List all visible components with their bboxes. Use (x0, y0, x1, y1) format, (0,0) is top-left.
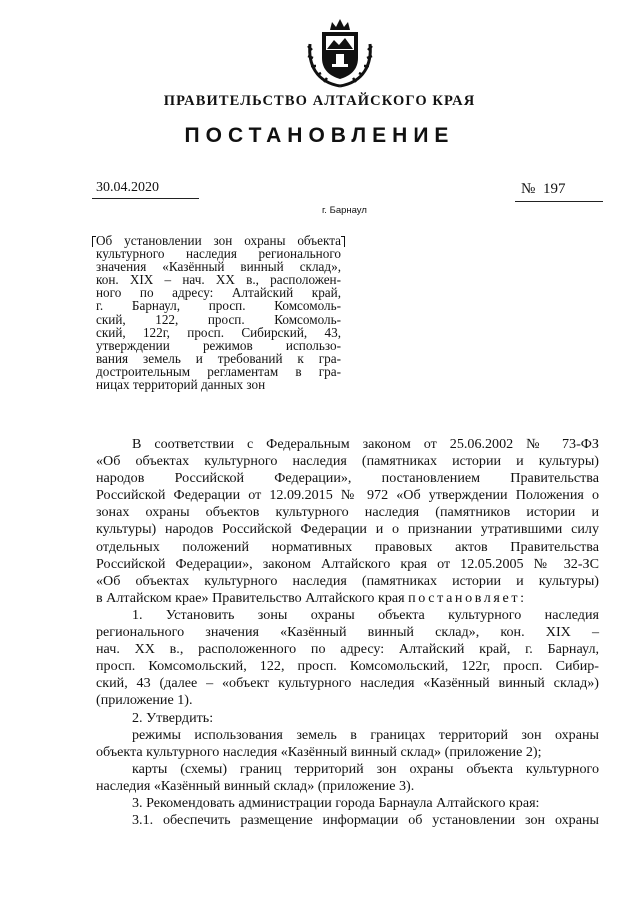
title-line: ного по адресу: Алтайский край, (96, 285, 341, 301)
body-line: объекта культурного наследия «Казённый винный склад» (приложение 2); (96, 743, 542, 760)
title-line: утверждении режимов использо- (96, 337, 341, 353)
title-bracket-right (341, 236, 345, 247)
body-line: 1. Установить зоны охраны объекта культурного наследия (132, 606, 599, 623)
body-line-text: в Алтайском крае» Правительство Алтайского края (96, 589, 405, 606)
body-line: (приложение 1). (96, 692, 193, 709)
body-line: карты (схемы) границ территорий зон охраны объекта культурного (132, 760, 599, 777)
title-line: ницах территорий данных зон (96, 377, 266, 393)
title-line: культурного наследия регионального (96, 246, 341, 262)
number-underline (515, 201, 603, 202)
title-line: Об установлении зон охраны объекта (96, 233, 341, 248)
document-type-title: ПОСТАНОВЛЕНИЕ (184, 124, 455, 147)
body-line: ский, 43 (далее – «объект культурного наследия «Казённый винный склад») (96, 675, 599, 692)
body-line: «Об объектах культурного наследия (памятниках истории и культуры) (96, 572, 599, 589)
body-line: 3.1. обеспечить размещение информации об установлении зон охраны (132, 812, 599, 829)
title-line: значения «Казённый винный склад», (96, 259, 341, 275)
body-line: 2. Утвердить: (132, 709, 214, 726)
body-line: нач. XX в., расположенного по адресу: Алтайский край, г. Барнаул, (96, 641, 599, 658)
coat-of-arms-emblem (304, 14, 376, 90)
title-line: вания земель и требований к гра- (96, 350, 341, 366)
body-line: культуры) народов Российской Федерации и о признании утратившими силу (96, 521, 599, 538)
title-line: г. Барнаул, просп. Комсомоль- (96, 298, 341, 314)
body-line: Российской Федерации от 12.09.2015 № 972 «Об утверждении Положения о (96, 487, 599, 504)
title-line: ский, 122г, просп. Сибирский, 43, (96, 324, 341, 340)
resolves-word: постановляет: (408, 589, 527, 606)
body-line: регионального значения «Казённый винный склад», кон. XIX – (96, 624, 599, 641)
date-underline (92, 198, 199, 199)
body-line: отдельных положений нормативных правовых актов Правительства (96, 538, 599, 555)
body-line: режимы использования земель в границах территорий зон охраны (132, 726, 599, 743)
number-sign: № (521, 181, 536, 197)
document-number: 197 (543, 181, 566, 197)
body-line-resolves (96, 590, 599, 607)
body-line: Российской Федерации», законом Алтайского края от 12.05.2005 № 32-ЗС (96, 555, 599, 572)
title-line: кон. XIX – нач. XX в., расположен- (96, 272, 341, 288)
body-line: «Об объектах культурного наследия (памятниках истории и культуры) (96, 453, 599, 470)
title-line: ский, 122, просп. Комсомоль- (96, 311, 341, 327)
body-line: зонах охраны объектов культурного наследия (памятников истории и (96, 504, 599, 521)
body-line: наследия «Казённый винный склад» (приложение 3). (96, 777, 415, 794)
document-title (96, 234, 341, 391)
document-body (96, 436, 599, 829)
government-name: ПРАВИТЕЛЬСТВО АЛТАЙСКОГО КРАЯ (163, 93, 476, 109)
body-line: просп. Комсомольский, 122, просп. Комсомольский, 122г, просп. Сибир- (96, 658, 599, 675)
body-line: 3. Рекомендовать администрации города Барнаула Алтайского края: (132, 794, 540, 811)
document-date: 30.04.2020 (96, 180, 159, 195)
body-line: народов Российской Федерации», постановлением Правительства (96, 470, 599, 487)
city-name: г. Барнаул (322, 205, 367, 216)
body-line: В соответствии с Федеральным законом от 25.06.2002 № 73-ФЗ (132, 436, 599, 452)
title-line: достроительным регламентам в гра- (96, 363, 341, 379)
